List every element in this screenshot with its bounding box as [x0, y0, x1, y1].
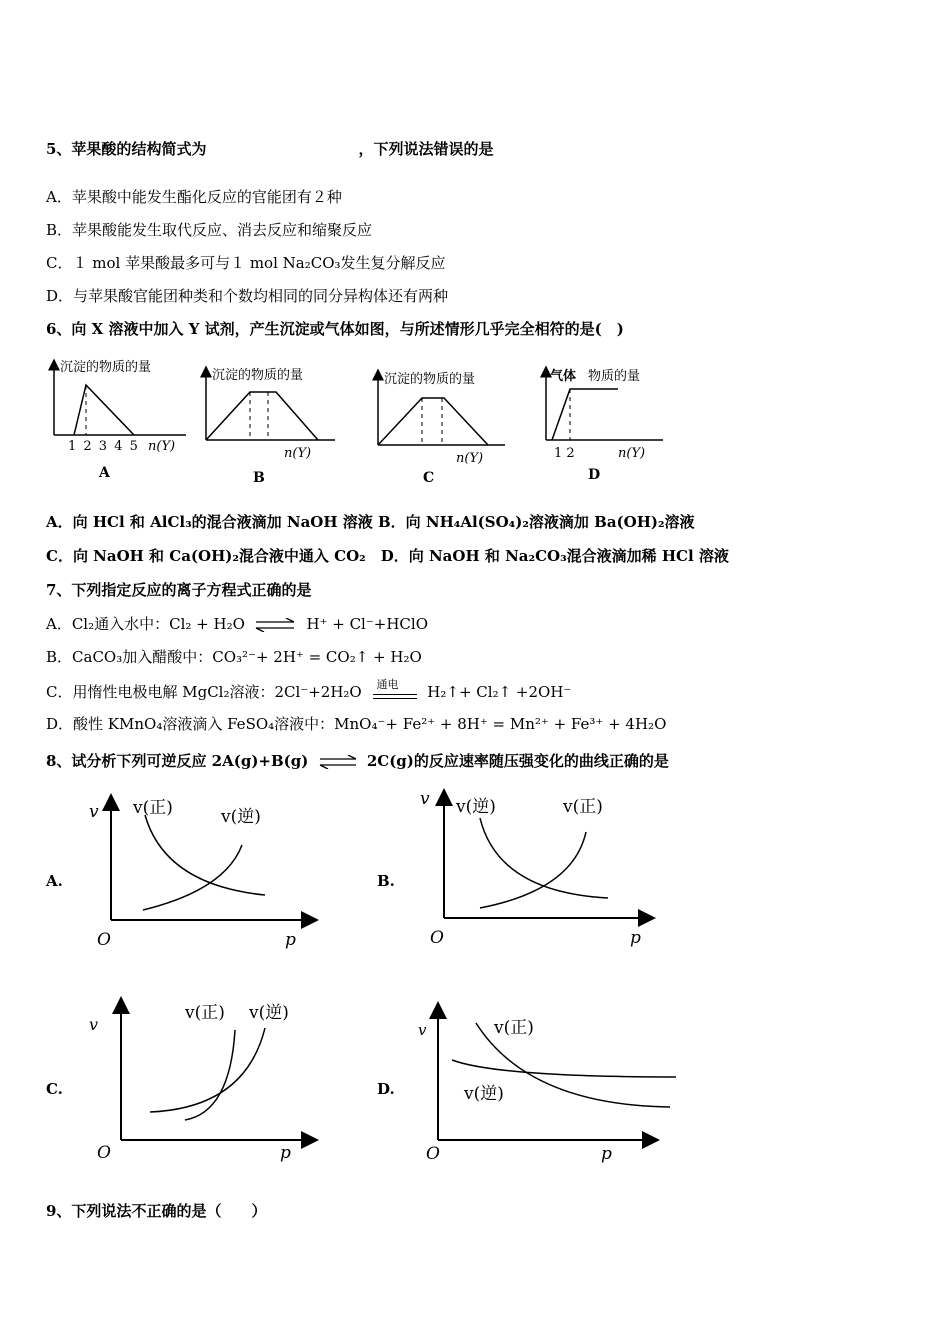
- svg-text:v: v: [89, 802, 99, 822]
- q8-stem: 8、试分析下列可逆反应 2A(g)+B(g) 2C(g)的反应速率随压强变化的曲线正确的是: [46, 752, 669, 770]
- q6-options-line2: C．向 NaOH 和 Ca(OH)₂混合液中通入 CO₂ D．向 NaOH 和 Na₂CO₃混合液滴加稀 HCl 溶液: [46, 547, 729, 565]
- graph-b-xlabel: n(Y): [284, 446, 312, 461]
- svg-text:v(正): v(正): [494, 1018, 534, 1038]
- svg-text:p: p: [280, 1143, 291, 1163]
- svg-text:v: v: [420, 789, 430, 809]
- svg-text:v(逆): v(逆): [221, 807, 261, 827]
- q5-option-a: A．苹果酸中能发生酯化反应的官能团有２种: [46, 188, 342, 206]
- graph-b-curve: [206, 392, 318, 440]
- q8-option-c-label: C.: [46, 1080, 63, 1098]
- q8b-curve-zheng: [480, 832, 586, 908]
- q9-stem: 9、下列说法不正确的是（ ）: [46, 1202, 267, 1220]
- svg-text:v(逆): v(逆): [456, 797, 496, 817]
- q8-graph-a: [85, 785, 330, 955]
- graph-a-ticks: 1 2 3 4 5: [68, 439, 138, 454]
- graph-c-curve: [378, 398, 488, 445]
- q5-option-c: C．１ mol 苹果酸最多可与１ mol Na₂CO₃发生复分解反应: [46, 254, 446, 272]
- q8a-curve-ni: [143, 845, 242, 910]
- electrolysis-condition: 通电: [373, 688, 417, 699]
- graph-a-ylabel: 沉淀的物质的量: [60, 360, 152, 375]
- svg-text:p: p: [630, 928, 641, 948]
- svg-text:v: v: [418, 1021, 427, 1039]
- svg-text:v(正): v(正): [563, 797, 603, 817]
- q6-stem: 6、向 X 溶液中加入 Y 试剂，产生沉淀或气体如图，与所述情形几乎完全相符的是( ): [46, 320, 624, 338]
- q5-option-b: B．苹果酸能发生取代反应、消去反应和缩聚反应: [46, 221, 373, 239]
- graph-c-xlabel: n(Y): [456, 451, 484, 466]
- svg-text:O: O: [430, 928, 444, 948]
- q5-stem: 5、苹果酸的结构简式为 ，下列说法错误的是: [46, 140, 494, 158]
- q7-option-d: D．酸性 KMnO₄溶液滴入 FeSO₄溶液中：MnO₄⁻+ Fe²⁺ + 8H⁺ = Mn²⁺ + Fe³⁺ + 4H₂O: [46, 715, 667, 733]
- q7-option-a: A．Cl₂通入水中：Cl₂ + H₂O H⁺ + Cl⁻+HClO: [46, 615, 428, 633]
- graph-b-ylabel: 沉淀的物质的量: [212, 368, 304, 383]
- q7-option-b: B．CaCO₃加入醋酸中：CO₃²⁻+ 2H⁺ = CO₂↑ + H₂O: [46, 648, 422, 666]
- q6-graph-c: [370, 365, 510, 490]
- svg-text:O: O: [97, 930, 111, 950]
- q8c-curve-ni: [150, 1028, 265, 1112]
- q8-option-b-label: B.: [377, 872, 395, 890]
- q8-option-d-label: D.: [377, 1080, 395, 1098]
- graph-d-ylabel: 物质的量: [588, 369, 641, 384]
- graph-d-xlabel: n(Y): [618, 446, 646, 461]
- q6-graph-a: [46, 355, 196, 485]
- equilibrium-arrow-icon: [318, 755, 358, 769]
- graph-d-curve: [552, 389, 618, 440]
- svg-text:v(逆): v(逆): [464, 1084, 504, 1104]
- graph-d-ticks: 1 2: [554, 446, 575, 461]
- svg-text:v: v: [89, 1015, 99, 1034]
- equilibrium-arrow-icon: [254, 618, 298, 632]
- graph-c-ylabel: 沉淀的物质的量: [384, 372, 476, 387]
- svg-text:p: p: [601, 1144, 612, 1164]
- q5-option-d: D．与苹果酸官能团种类和个数均相同的同分异构体还有两种: [46, 287, 449, 305]
- q8-option-a-label: A.: [46, 872, 63, 890]
- q6-graph-b: [200, 362, 340, 487]
- q8-graph-b: [418, 780, 663, 950]
- svg-text:v(正): v(正): [133, 798, 173, 818]
- q8-graph-d: [418, 995, 683, 1170]
- graph-a-letter: A: [99, 465, 110, 481]
- graph-a-curve: [74, 385, 134, 435]
- svg-text:O: O: [97, 1143, 111, 1163]
- graph-b-letter: B: [253, 470, 265, 486]
- q8-graph-c: [85, 990, 330, 1170]
- svg-text:p: p: [285, 930, 296, 950]
- q8d-curve-ni: [452, 1060, 676, 1077]
- graph-a-xlabel: n(Y): [148, 439, 176, 454]
- q6-options-line1: A．向 HCl 和 AlCl₃的混合液滴加 NaOH 溶液 B．向 NH₄Al(SO₄)₂溶液滴加 Ba(OH)₂溶液: [46, 513, 695, 531]
- graph-d-ylabel-gas: 气体: [550, 369, 577, 384]
- svg-text:v(正): v(正): [185, 1003, 225, 1023]
- graph-d-letter: D: [588, 467, 601, 483]
- q6-graph-d: [538, 362, 668, 487]
- svg-text:O: O: [426, 1144, 440, 1164]
- q7-stem: 7、下列指定反应的离子方程式正确的是: [46, 581, 312, 599]
- svg-text:v(逆): v(逆): [249, 1003, 289, 1023]
- graph-c-letter: C: [423, 470, 435, 486]
- q8c-curve-zheng: [185, 1030, 235, 1120]
- q7-option-c: C．用惰性电极电解 MgCl₂溶液：2Cl⁻+2H₂O 通电 H₂↑+ Cl₂↑ +2OH⁻: [46, 677, 572, 701]
- q8a-curve-zheng: [145, 815, 265, 895]
